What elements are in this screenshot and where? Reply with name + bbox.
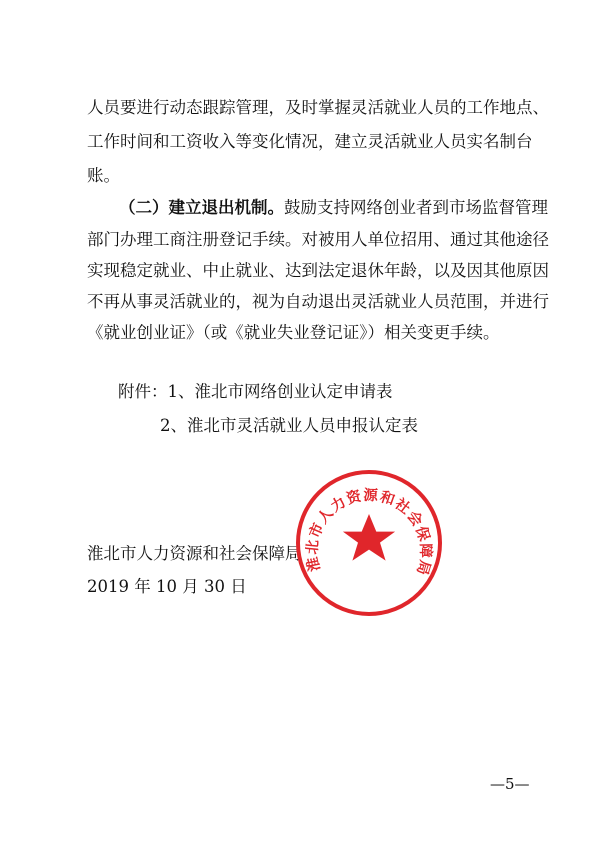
issue-date: 2019 年 10 月 30 日 <box>87 577 247 596</box>
body-line-3: 账。 <box>87 166 120 185</box>
body-line-5: 部门办理工商注册登记手续。对被用人单位招用、通过其他途径 <box>87 230 549 249</box>
body-line-4: 鼓励支持网络创业者到市场监督管理 <box>284 198 548 217</box>
section-paragraph-start <box>119 198 548 218</box>
attachment-label: 附件： <box>118 382 168 401</box>
body-line-8: 《就业创业证》（或《就业失业登记证》）相关变更手续。 <box>87 323 500 342</box>
issuing-organization: 淮北市人力资源和社会保障局 <box>87 544 302 563</box>
official-seal-icon <box>294 468 444 618</box>
attachment-item-2: 2、淮北市灵活就业人员申报认定表 <box>160 416 418 435</box>
body-line-1: 人员要进行动态跟踪管理，及时掌握灵活就业人员的工作地点、 <box>87 98 549 117</box>
seal-text: 淮北市人力资源和社会保障局 <box>303 486 435 579</box>
page-number: —5— <box>490 775 530 793</box>
seal-star-icon <box>343 514 395 561</box>
body-line-2: 工作时间和工资收入等变化情况，建立灵活就业人员实名制台 <box>87 132 533 151</box>
attachment-1 <box>118 378 393 402</box>
body-line-7: 不再从事灵活就业的，视为自动退出灵活就业人员范围，并进行 <box>87 292 549 311</box>
body-line-6: 实现稳定就业、中止就业、达到法定退休年龄，以及因其他原因 <box>87 261 549 280</box>
attachment-item-1: 1、淮北市网络创业认定申请表 <box>167 382 393 401</box>
section-heading: （二）建立退出机制。 <box>119 198 284 217</box>
